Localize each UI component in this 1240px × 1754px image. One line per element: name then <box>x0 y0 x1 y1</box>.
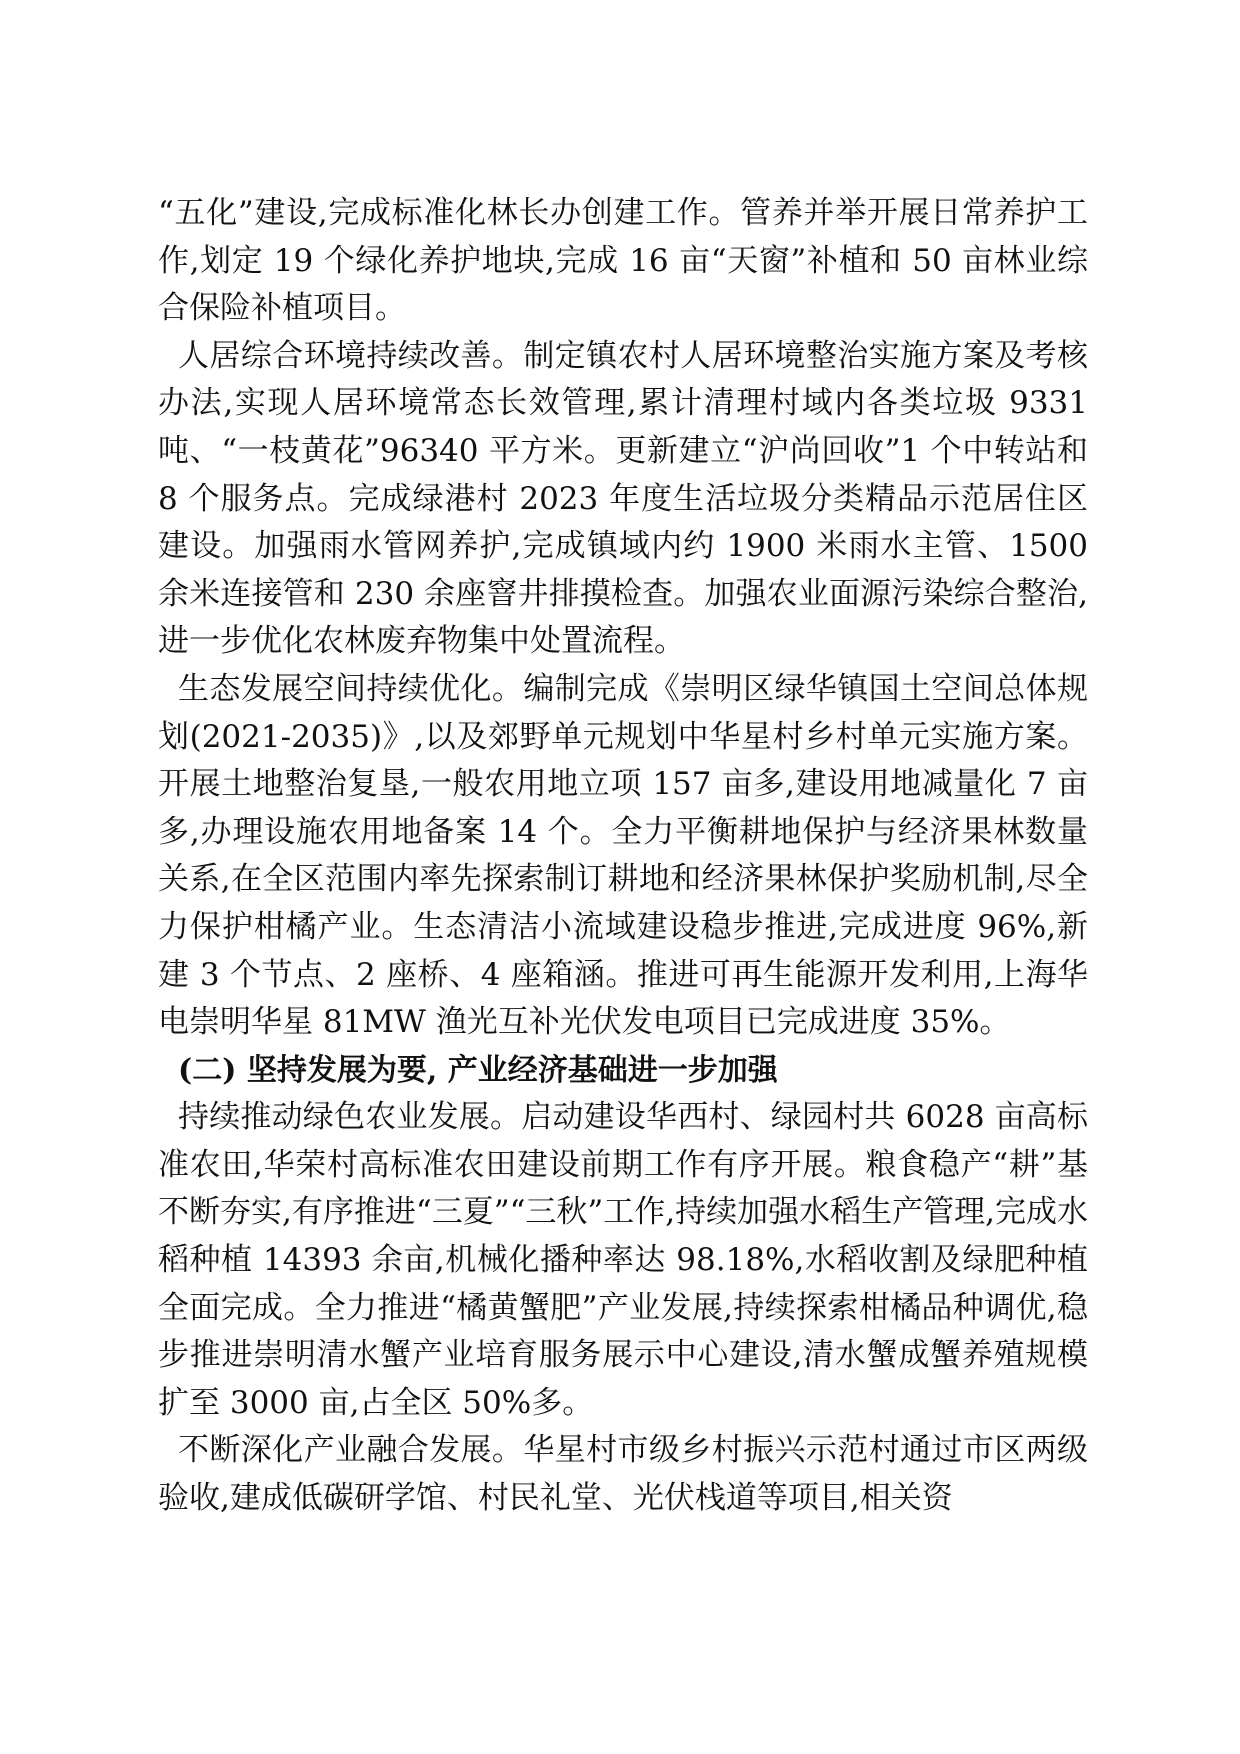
paragraph-ecological-space: 生态发展空间持续优化。编制完成《崇明区绿华镇国土空间总体规划(2021-2035)》,以及郊野单元规划中华星村乡村单元实施方案。开展土地整治复垦,一般农用地立项 157 亩多,建设用地减量化 7 亩多,办理设施农用地备案 14 个。全力平衡耕地保护与经济果林数量关系,在全区范围内率先探索制订耕地和经济果林保护奖励机制,尽全力保护柑橘产业。生态清洁小流域建设稳步推进,完成进度 96%,新建 3 个节点、2 座桥、4 座箱涵。推进可再生能源开发利用,上海华电崇明华星 81MW 渔光互补光伏发电项目已完成进度 35%。 <box>158 670 1088 1041</box>
document-page <box>158 190 1088 1523</box>
paragraph-forestry: “五化”建设,完成标准化林长办创建工作。管养并举开展日常养护工作,划定 19 个绿化养护地块,完成 16 亩“天窗”补植和 50 亩林业综合保险补植项目。 <box>158 195 1088 327</box>
section-heading: (二) 坚持发展为要, 产业经济基础进一步加强 <box>178 1052 778 1088</box>
paragraph-green-agriculture: 持续推动绿色农业发展。启动建设华西村、绿园村共 6028 亩高标准农田,华荣村高标准农田建设前期工作有序开展。粮食稳产“耕”基不断夯实,有序推进“三夏”“三秋”工作,持续加强水稻生产管理,完成水稻种植 14393 余亩,机械化播种率达 98.18%,水稻收割及绿肥种植全面完成。全力推进“橘黄蟹肥”产业发展,持续探索柑橘品种调优,稳步推进崇明清水蟹产业培育服务展示中心建设,清水蟹成蟹养殖规模扩至 3000 亩,占全区 50%多。 <box>158 1099 1088 1421</box>
paragraph-living-environment: 人居综合环境持续改善。制定镇农村人居环境整治实施方案及考核办法,实现人居环境常态长效管理,累计清理村域内各类垃圾 9331 吨、“一枝黄花”96340 平方米。更新建立“沪尚回收”1 个中转站和 8 个服务点。完成绿港村 2023 年度生活垃圾分类精品示范居住区建设。加强雨水管网养护,完成镇域内约 1900 米雨水主管、1500 余米连接管和 230 余座窨井排摸检查。加强农业面源污染综合整治,进一步优化农林废弃物集中处置流程。 <box>158 337 1088 660</box>
paragraph-industry-integration: 不断深化产业融合发展。华星村市级乡村振兴示范村通过市区两级验收,建成低碳研学馆、村民礼堂、光伏栈道等项目,相关资 <box>158 1432 1088 1517</box>
